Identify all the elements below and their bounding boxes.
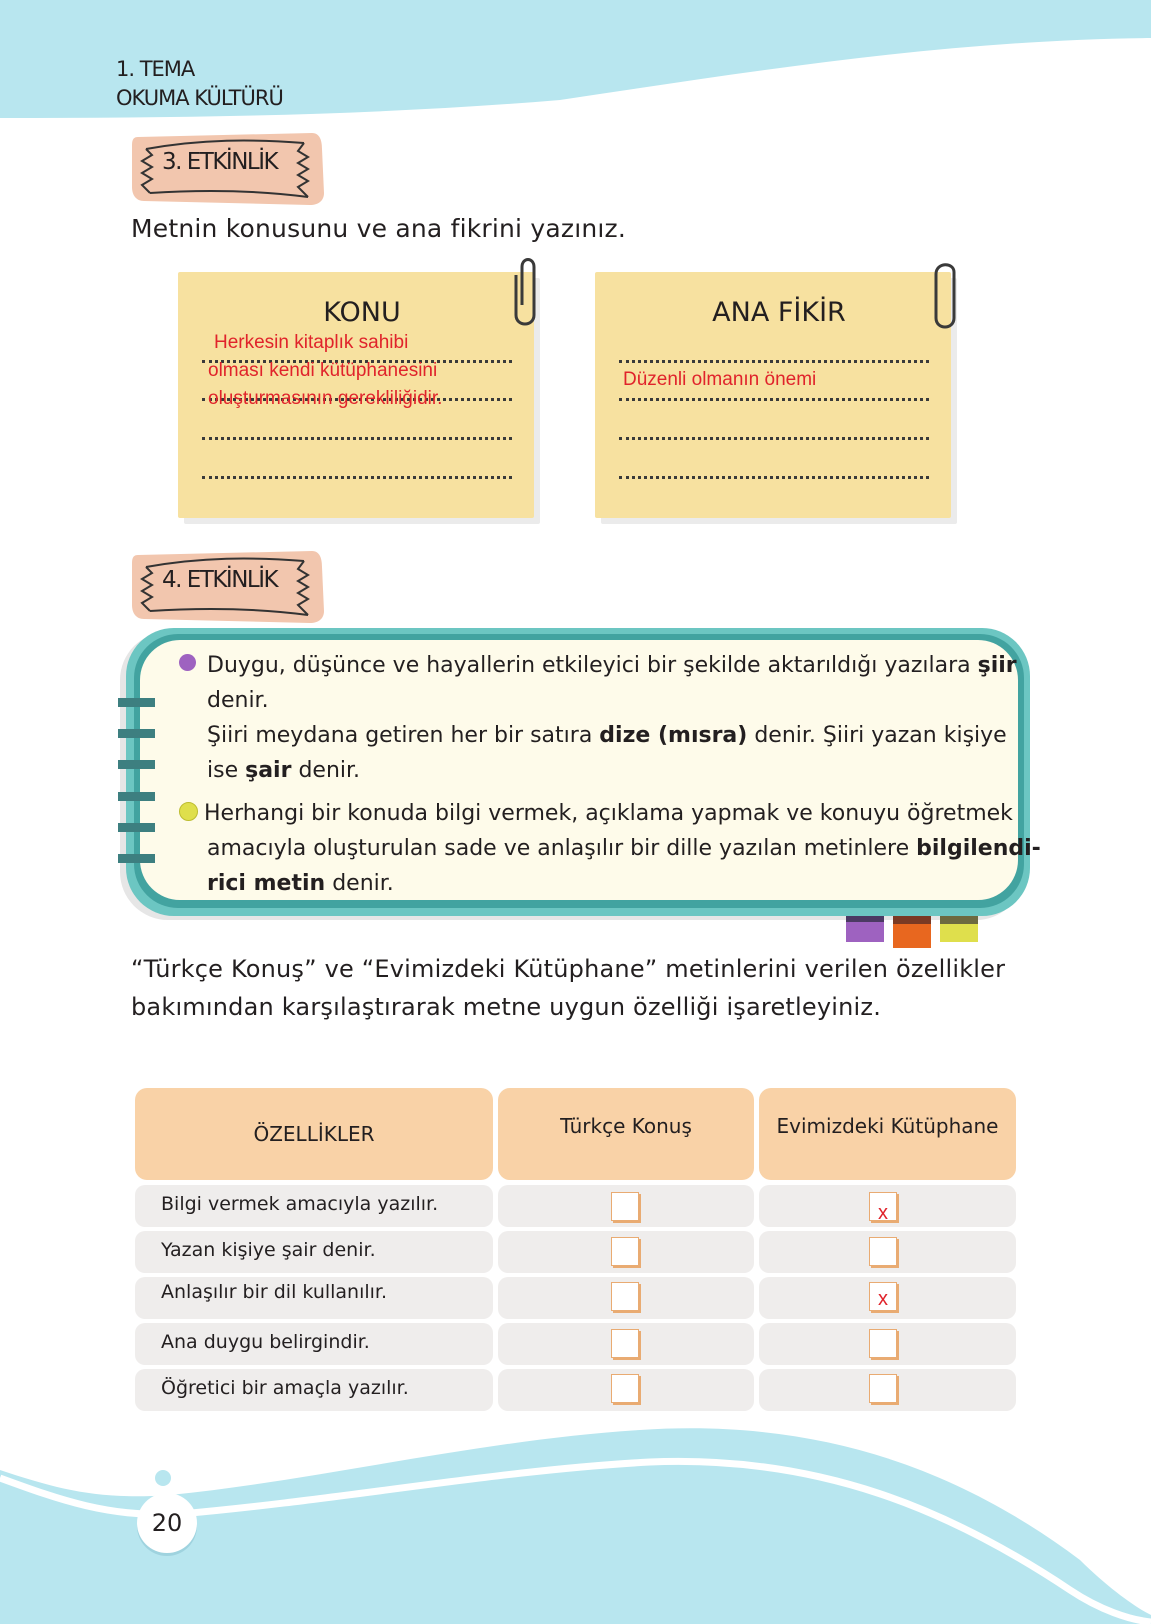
dotted-line [619, 360, 929, 363]
row-label: Bilgi vermek amacıyla yazılır. [161, 1193, 439, 1215]
table-header-evimizdeki-kutuphane: Evimizdeki Kütüphane [759, 1088, 1016, 1180]
row-label-cell [135, 1231, 493, 1273]
bullet-purple-icon [179, 654, 196, 671]
row-label-cell [135, 1277, 493, 1319]
activity4-title: 4. ETKİNLİK [162, 567, 278, 593]
info-line: ise şair denir. [207, 758, 361, 783]
dotted-line [202, 437, 512, 440]
row-label: Öğretici bir amaçla yazılır. [161, 1377, 409, 1399]
notebook-ring [118, 792, 155, 801]
row-cell [759, 1185, 1016, 1227]
sticky-note-ana-fikir [595, 272, 963, 524]
note-title: KONU [323, 297, 401, 328]
checkbox-turkce-konus[interactable] [611, 1237, 639, 1266]
row-cell [759, 1231, 1016, 1273]
row-cell [498, 1323, 754, 1365]
checkbox-evimizdeki-kutuphane[interactable] [869, 1329, 897, 1358]
notebook-ring [118, 760, 155, 769]
row-label-cell [135, 1185, 493, 1227]
tab-shade [940, 916, 978, 924]
checkbox-evimizdeki-kutuphane[interactable] [869, 1282, 897, 1311]
x-mark: x [878, 1288, 888, 1310]
x-mark: x [878, 1202, 888, 1224]
row-label-cell [135, 1323, 493, 1365]
paperclip-icon [510, 255, 540, 335]
row-cell [498, 1231, 754, 1273]
row-cell [759, 1369, 1016, 1411]
info-line: amacıyla oluşturulan sade ve anlaşılır bir dille yazılan metinlere bilgilendi- [207, 836, 1041, 861]
theme-title: OKUMA KÜLTÜRÜ [116, 86, 283, 110]
activity4-banner [132, 549, 324, 625]
dotted-line [202, 476, 512, 479]
checkbox-evimizdeki-kutuphane[interactable] [869, 1237, 897, 1266]
sticky-note-konu [178, 272, 546, 524]
theme-header [116, 55, 283, 113]
row-cell [498, 1369, 754, 1411]
row-label: Ana duygu belirgindir. [161, 1331, 370, 1353]
checkbox-turkce-konus[interactable] [611, 1192, 639, 1221]
activity3-instruction: Metnin konusunu ve ana fikrini yazınız. [131, 214, 626, 243]
row-cell [759, 1277, 1016, 1319]
row-label: Anlaşılır bir dil kullanılır. [161, 1281, 388, 1303]
tab-shade [846, 916, 884, 922]
info-line: denir. [207, 688, 269, 713]
row-cell [759, 1323, 1016, 1365]
checkbox-evimizdeki-kutuphane[interactable] [869, 1192, 897, 1224]
note-title: ANA FİKİR [712, 297, 846, 328]
activity4-instruction-line2: bakımından karşılaştırarak metne uygun özelliği işaretleyiniz. [131, 993, 882, 1021]
checkbox-evimizdeki-kutuphane[interactable] [869, 1374, 897, 1403]
activity3-title: 3. ETKİNLİK [162, 149, 278, 175]
answer-line[interactable]: oluşturmasının gerekliliğidir. [208, 388, 443, 409]
info-line: Şiiri meydana getiren her bir satıra dize (mısra) denir. Şiiri yazan kişiye [207, 723, 1007, 748]
row-cell [498, 1185, 754, 1227]
dotted-line [619, 437, 929, 440]
activity4-instruction-line1: “Türkçe Konuş” ve “Evimizdeki Kütüphane” metinlerini verilen özellikler [131, 955, 1006, 983]
checkbox-turkce-konus[interactable] [611, 1374, 639, 1403]
notebook-ring [118, 698, 155, 707]
info-line: Duygu, düşünce ve hayallerin etkileyici bir şekilde aktarıldığı yazılara şiir [207, 653, 1017, 678]
dotted-line [619, 398, 929, 401]
notebook-ring [118, 854, 155, 863]
checkbox-turkce-konus[interactable] [611, 1329, 639, 1358]
notebook-ring [118, 729, 155, 738]
row-cell [498, 1277, 754, 1319]
answer-line[interactable]: Düzenli olmanın önemi [623, 369, 817, 390]
tab-shade [893, 916, 931, 924]
row-label: Yazan kişiye şair denir. [161, 1239, 376, 1261]
info-line: rici metin denir. [207, 871, 394, 896]
info-line: Herhangi bir konuda bilgi vermek, açıklama yapmak ve konuyu öğretmek [204, 801, 1013, 826]
table-header-turkce-konus: Türkçe Konuş [498, 1088, 754, 1180]
row-label-cell [135, 1369, 493, 1411]
dotted-line [619, 476, 929, 479]
notebook-ring [118, 823, 155, 832]
answer-line[interactable]: olması kendi kütüphanesini [208, 360, 438, 381]
bullet-yellow-icon [179, 802, 198, 821]
checkbox-turkce-konus[interactable] [611, 1282, 639, 1311]
answer-line[interactable]: Herkesin kitaplık sahibi [214, 332, 409, 353]
theme-number: 1. TEMA [116, 57, 195, 81]
paperclip-icon [930, 258, 960, 338]
activity3-banner [132, 131, 324, 207]
page-number: 20 [137, 1493, 197, 1553]
table-header-features: ÖZELLİKLER [135, 1088, 493, 1180]
